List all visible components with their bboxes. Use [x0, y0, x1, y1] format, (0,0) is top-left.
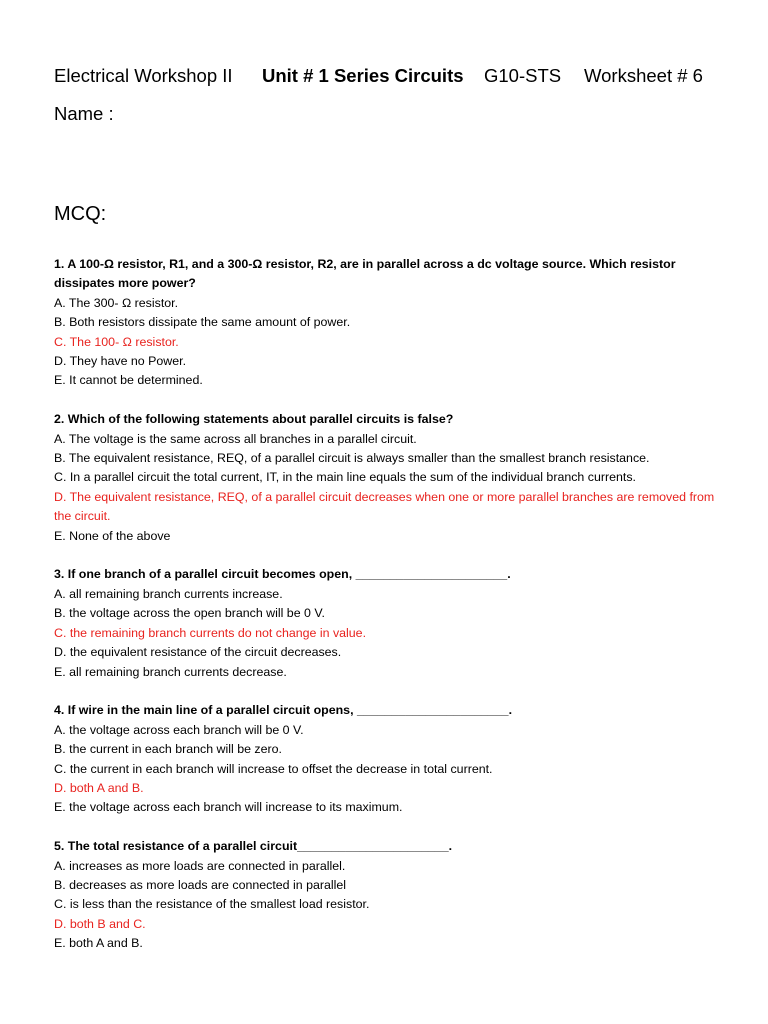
question-text: 4. If wire in the main line of a parallel circuit opens, ______________________.	[54, 703, 513, 718]
answer-option: E. the voltage across each branch will increase to its maximum.	[54, 800, 403, 815]
grade-label: G10-STS	[484, 65, 562, 86]
answer-option-correct: C. the remaining branch currents do not change in value.	[54, 625, 367, 640]
question-5	[54, 837, 734, 953]
answer-option: A. the voltage across each branch will be 0 V.	[54, 722, 304, 737]
answer-option-correct: C. The 100- Ω resistor.	[54, 334, 179, 349]
answer-option: A. The 300- Ω resistor.	[54, 295, 179, 310]
question-text: 1. A 100-Ω resistor, R1, and a 300-Ω resistor, R2, are in parallel across a dc voltage source. Which resistor dissipates more power?	[54, 257, 676, 291]
answer-option: B. the voltage across the open branch will be 0 V.	[54, 606, 325, 621]
answer-option: D. the equivalent resistance of the circuit decreases.	[54, 645, 342, 660]
question-4	[54, 701, 734, 817]
worksheet-number: Worksheet # 6	[584, 65, 703, 86]
answer-option: E. It cannot be determined.	[54, 373, 203, 388]
course-title: Electrical Workshop II	[54, 65, 233, 86]
answer-option: A. increases as more loads are connected in parallel.	[54, 858, 346, 873]
answer-option: E. all remaining branch currents decrease.	[54, 664, 287, 679]
question-text: 3. If one branch of a parallel circuit becomes open, ______________________.	[54, 567, 511, 582]
answer-option: C. is less than the resistance of the smallest load resistor.	[54, 897, 370, 912]
question-text: 5. The total resistance of a parallel circuit______________________.	[54, 839, 453, 854]
answer-option: E. both A and B.	[54, 936, 143, 951]
answer-option: A. The voltage is the same across all branches in a parallel circuit.	[54, 431, 417, 446]
answer-option: A. all remaining branch currents increase.	[54, 586, 283, 601]
worksheet-header	[54, 65, 734, 93]
answer-option: B. decreases as more loads are connected in parallel	[54, 877, 347, 892]
question-list	[54, 255, 734, 973]
answer-option: B. The equivalent resistance, REQ, of a parallel circuit is always smaller than the smallest branch resistance.	[54, 451, 650, 466]
answer-option-correct: D. The equivalent resistance, REQ, of a parallel circuit decreases when one or more parallel branches are removed from the circuit.	[54, 489, 715, 524]
section-title: MCQ:	[54, 203, 107, 225]
unit-title: Unit # 1 Series Circuits	[262, 65, 464, 86]
answer-option: E. None of the above	[54, 528, 171, 543]
question-text: 2. Which of the following statements about parallel circuits is false?	[54, 412, 454, 427]
answer-option: B. the current in each branch will be zero.	[54, 742, 282, 757]
answer-option: B. Both resistors dissipate the same amount of power.	[54, 315, 351, 330]
name-label: Name :	[54, 103, 114, 124]
answer-option: D. They have no Power.	[54, 354, 187, 369]
question-1	[54, 255, 734, 391]
answer-option: C. In a parallel circuit the total current, IT, in the main line equals the sum of the individual branch currents.	[54, 470, 636, 485]
question-2	[54, 410, 734, 546]
answer-option-correct: D. both B and C.	[54, 916, 146, 931]
answer-option-correct: D. both A and B.	[54, 780, 144, 795]
answer-option: C. the current in each branch will increase to offset the decrease in total current.	[54, 761, 493, 776]
question-3	[54, 565, 734, 681]
